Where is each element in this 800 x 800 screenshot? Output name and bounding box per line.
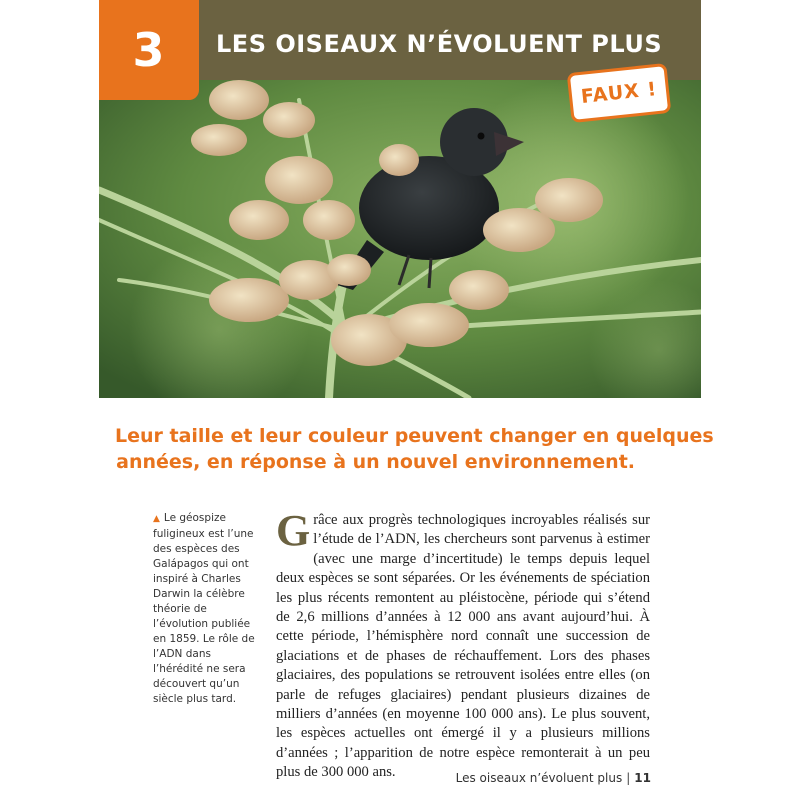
subtitle: [115, 423, 714, 475]
subtitle-line: Leur taille et leur couleur peuvent changer en quelques: [115, 425, 714, 447]
page-number: 11: [634, 771, 651, 785]
bird-on-grass-photo: [99, 80, 701, 398]
dropcap: G: [276, 506, 311, 555]
subtitle-line: années, en réponse à un nouvel environnement.: [116, 451, 635, 473]
body-paragraph: [276, 506, 650, 783]
triangle-marker-icon: ▲: [153, 514, 160, 524]
chapter-title: LES OISEAUX N’ÉVOLUENT PLUS: [216, 30, 663, 58]
page-footer: [456, 771, 651, 785]
running-title: Les oiseaux n’évoluent plus: [455, 771, 623, 785]
photo-caption: [153, 511, 257, 707]
false-verdict-badge: [567, 63, 672, 123]
caption-text: Le géospize fuligineux est l’une des espèces des Galápagos qui ont inspiré à Charles Darwin la célèbre théorie de l’évolution publiée en 1859. Le rôle de l’ADN dans l’hérédité ne sera découvert qu’un siècle plus tard.: [153, 512, 255, 705]
footer-separator: |: [626, 771, 631, 785]
badge-label: FAUX !: [579, 78, 659, 108]
body-text: râce aux progrès technologiques incroyables réalisés sur l’étude de l’ADN, les chercheurs sont parvenus à estimer (avec une marge d’incertitude) le temps depuis lequel deux espèces se sont séparées. Or les événements de spéciation les plus récents remontent au pléistocène, période qui s’étend de 2,6 millions d’années à 12 000 ans avant aujourd’hui. À cette période, l’hémisphère nord connaît une succession de glaciations et de phases de réchauffement. Lors des phases glaciaires, des populations se retrouvent isolées entre elles (on parle de refuges glaciaires) pendant plusieurs dizaines de milliers d’années (en moyenne 100 000 ans). Le plus souvent, les espèces actuelles ont émergé il y a plusieurs millions d’années ; l’apparition de notre espèce remonterait à un peu plus de 300 000 ans.: [276, 512, 650, 781]
chapter-number: 3: [132, 23, 166, 77]
chapter-number-box: [99, 0, 199, 100]
